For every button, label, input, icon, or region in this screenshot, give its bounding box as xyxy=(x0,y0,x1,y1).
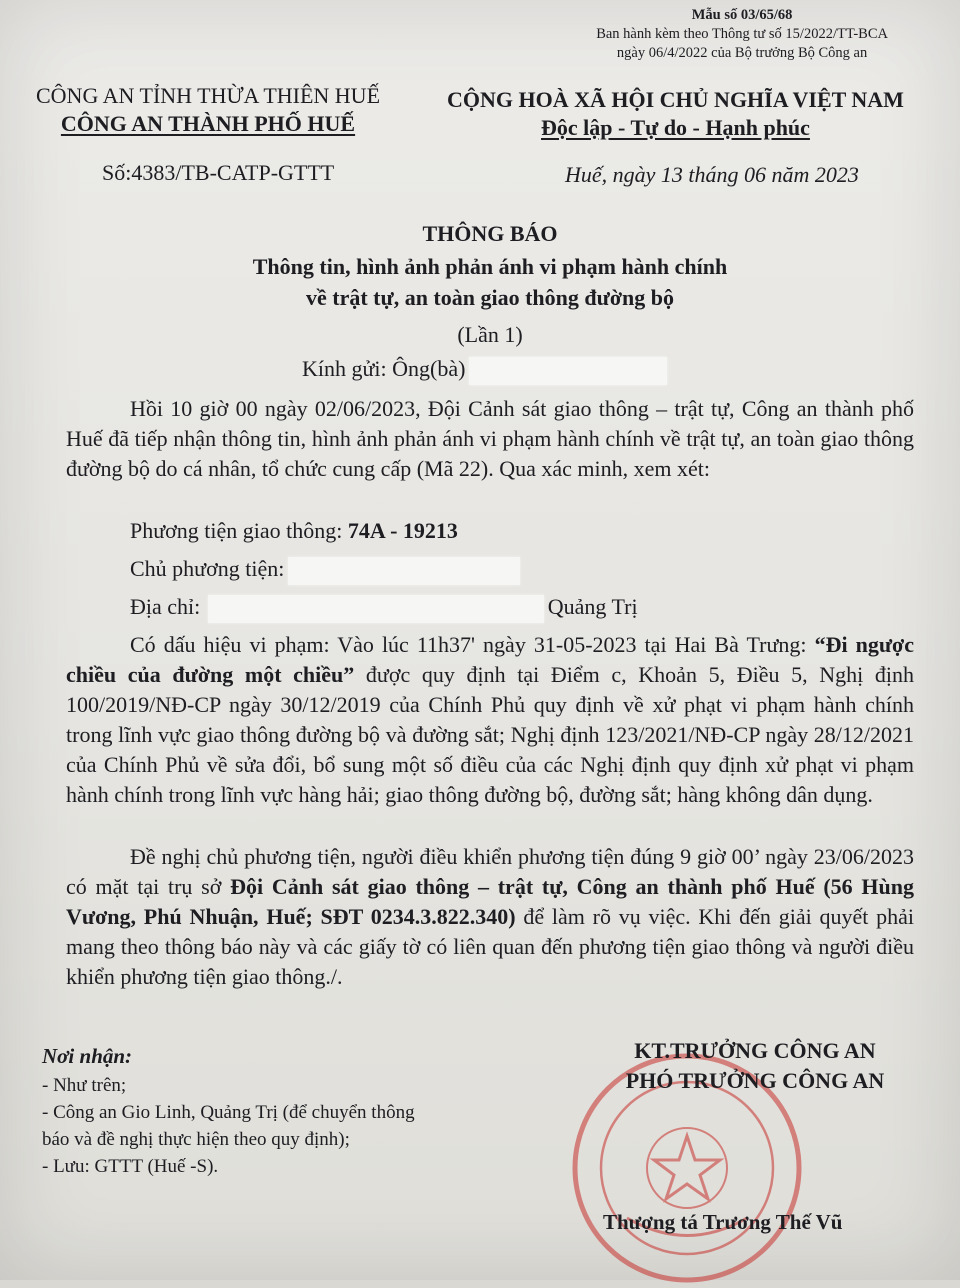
national-title: CỘNG HOÀ XÃ HỘI CHỦ NGHĨA VIỆT NAM xyxy=(447,87,904,112)
signature-title xyxy=(600,1036,910,1096)
recipient-item: - Như trên; xyxy=(42,1075,127,1096)
address-label: Địa chỉ: xyxy=(130,594,206,619)
document-title: THÔNG BÁO xyxy=(422,221,558,246)
signature-line-2: PHÓ TRƯỞNG CÔNG AN xyxy=(625,1068,885,1093)
recipients-block xyxy=(42,1043,415,1180)
recipient-item: - Lưu: GTTT (Huế -S). xyxy=(42,1156,219,1177)
request-part-1: Đề nghị chủ phương tiện, người điều khiển phương tiện đúng 9 giờ 00’ ngày 23/06/2023 có mặt tại trụ sở xyxy=(66,844,914,899)
owner-label: Chủ phương tiện: xyxy=(130,556,285,581)
vehicle-plate: 74A - 19213 xyxy=(347,518,458,543)
signer-name: Thượng tá Trương Thế Vũ xyxy=(603,1210,843,1234)
recipients-heading: Nơi nhận: xyxy=(42,1044,133,1068)
violation-prefix: Có dấu hiệu vi phạm: Vào lúc 11h37' ngày 31-05-2023 tại Hai Bà Trưng: xyxy=(130,632,815,657)
form-number: Mẫu số 03/65/68 xyxy=(691,7,793,23)
vehicle-line xyxy=(130,516,458,546)
intro-paragraph: Hồi 10 giờ 00 ngày 02/06/2023, Đội Cảnh sát giao thông – trật tự, Công an thành phố Huế đã tiếp nhận thông tin, hình ảnh phản ánh vi phạm hành chính về trật tự, an toàn giao thông đường bộ do cá nhân, tổ chức cung cấp (Mã 22). Qua xác minh, xem xét: xyxy=(66,396,914,481)
signature-line-1: KT.TRƯỞNG CÔNG AN xyxy=(634,1038,876,1063)
vehicle-label: Phương tiện giao thông: xyxy=(130,518,348,543)
agency-name-text: CÔNG AN THÀNH PHỐ HUẾ xyxy=(60,111,356,136)
form-issuance-date: ngày 06/4/2022 của Bộ trưởng Bộ Công an xyxy=(616,45,868,61)
violation-act: “Đi ngược chiều của đường một chiều” xyxy=(66,632,914,687)
national-header xyxy=(447,86,904,142)
redacted-recipient xyxy=(469,357,667,385)
document-round: (Lần 1) xyxy=(457,322,523,347)
request-office: Đội Cảnh sát giao thông – trật tự, Công an thành phố Huế (56 Hùng Vương, Phú Nhuận, Huế; SĐT 0234.3.822.340) xyxy=(66,874,915,929)
form-issuance-line: Ban hành kèm theo Thông tư số 15/2022/TT-BCA xyxy=(596,26,888,42)
recipient-label: Kính gửi: Ông(bà) xyxy=(302,356,466,381)
violation-legal-basis: được quy định tại Điểm c, Khoản 5, Điều 5, Nghị định 100/2019/NĐ-CP ngày 30/12/2019 của Chính Phủ quy định về xử phạt vi phạm hành chính trong lĩnh vực giao thông đường bộ và đường sắt; Nghị định 123/2021/NĐ-CP ngày 28/12/2021 của Chính Phủ về sửa đổi, bổ sung một số điều của các Nghị định quy định xử phạt vi phạm hành chính trong lĩnh vực hàng hải; giao thông đường bộ, đường sắt; hàng không dân dụng. xyxy=(66,662,914,807)
national-motto-text: Độc lập - Tự do - Hạnh phúc xyxy=(541,115,810,140)
document-date: Huế, ngày 13 tháng 06 năm 2023 xyxy=(565,162,859,187)
request-part-2: để làm rõ vụ việc. Khi đến giải quyết phải mang theo thông báo này và các giấy tờ có liên quan đến phương tiện giao thông và người điều khiển phương tiện giao thông./. xyxy=(66,904,914,989)
recipient-item: - Công an Gio Linh, Quảng Trị (để chuyển thông xyxy=(42,1102,415,1123)
document-subtitle-1: Thông tin, hình ảnh phản ánh vi phạm hành chính xyxy=(252,254,728,279)
document-subtitle-2: về trật tự, an toàn giao thông đường bộ xyxy=(305,285,674,310)
form-reference xyxy=(596,6,888,63)
agency-header xyxy=(36,82,380,138)
violation-paragraph xyxy=(66,630,914,810)
document-number: Số:4383/TB-CATP-GTTT xyxy=(102,160,335,185)
redacted-owner xyxy=(288,557,520,585)
request-paragraph xyxy=(66,842,914,992)
agency-name xyxy=(36,110,380,138)
address-province: Quảng Trị xyxy=(547,594,638,619)
recipient-line xyxy=(302,354,667,385)
redacted-address xyxy=(208,595,544,623)
national-motto xyxy=(447,114,904,142)
address-line xyxy=(130,592,638,623)
owner-line xyxy=(130,554,520,585)
recipient-item: báo và đề nghị thực hiện theo quy định); xyxy=(42,1129,350,1150)
agency-parent: CÔNG AN TỈNH THỪA THIÊN HUẾ xyxy=(36,83,381,108)
